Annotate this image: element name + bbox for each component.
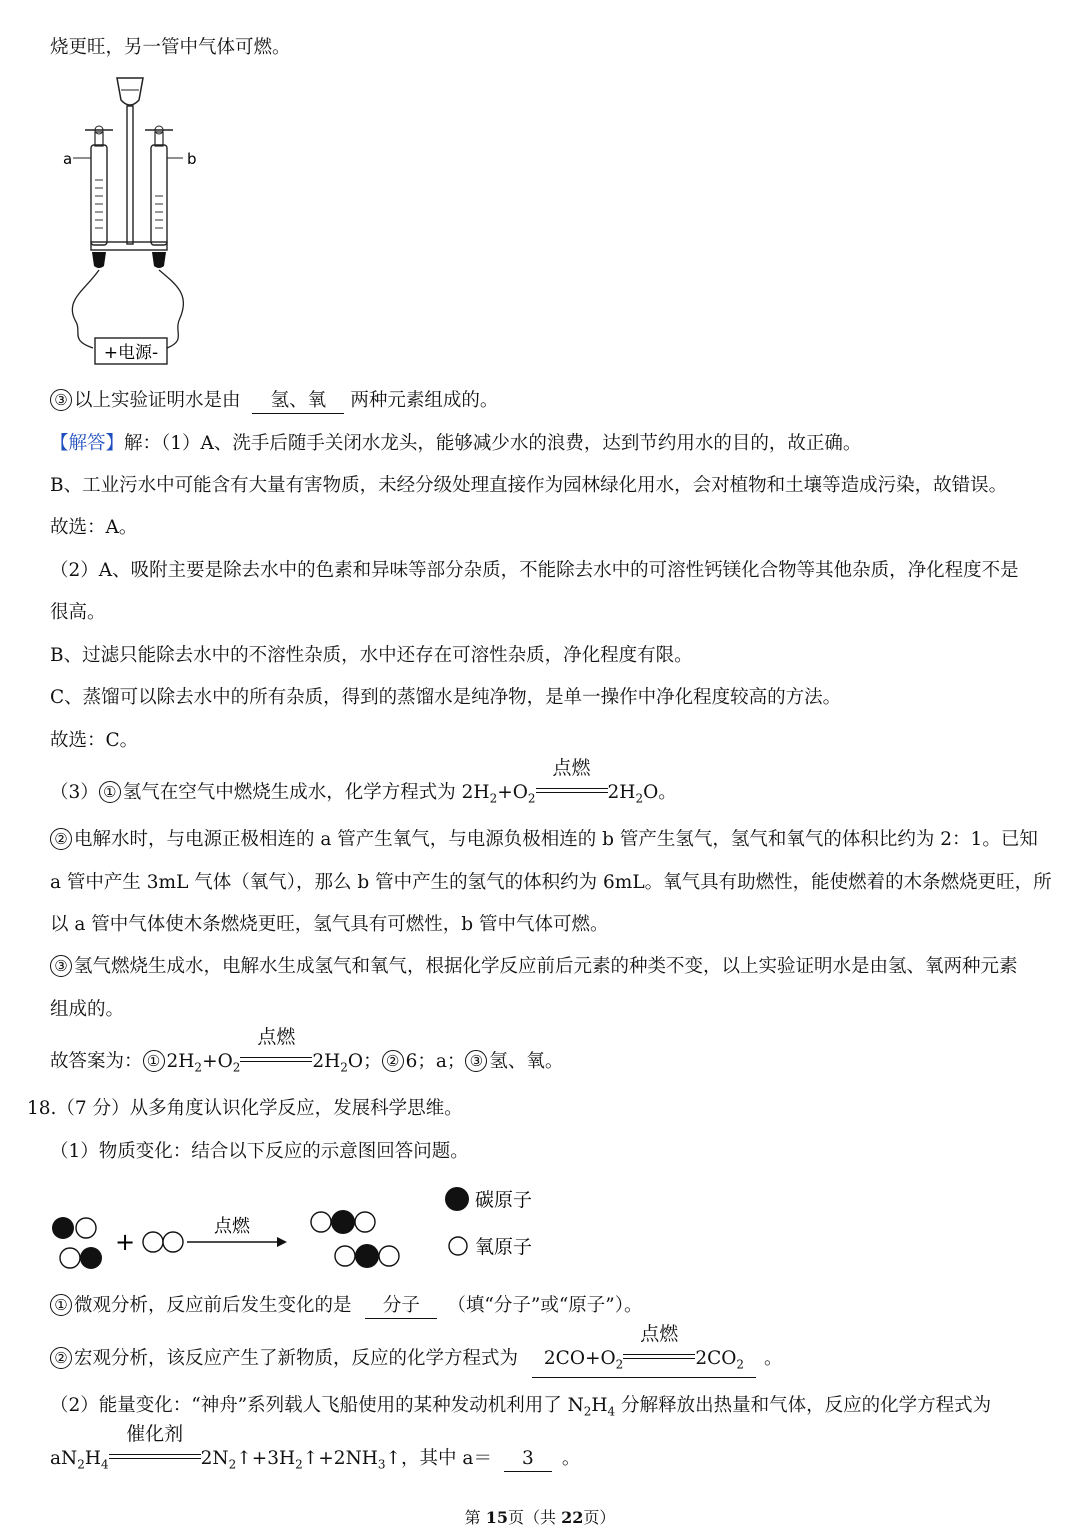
label-a: a bbox=[63, 150, 73, 168]
legend-oxygen: 氧原子 bbox=[475, 1236, 533, 1258]
q3-3-line: ③ 以上实验证明水是由 氢、氧 两种元素组成的。 bbox=[50, 389, 498, 414]
analysis-line-13: ③ 氢气燃烧生成水，电解水生成氢气和氧气，根据化学反应前后元素的种类不变，以上实验证明水是由氢、氧两种元素 bbox=[50, 955, 1018, 979]
analysis-tag: 【解答】 bbox=[50, 433, 125, 454]
label-b: b bbox=[187, 150, 197, 168]
analysis-line-6: B、过滤只能除去水中的不溶性杂质，水中还存在可溶性杂质，净化程度有限。 bbox=[50, 645, 693, 666]
catalyst-condition: 催化剂 bbox=[109, 1444, 201, 1466]
analysis-line-8: 故选：C。 bbox=[50, 730, 139, 751]
analysis-line-7: C、蒸馏可以除去水中的所有杂质，得到的蒸馏水是纯净物，是单一操作中净化程度较高的方法。 bbox=[50, 687, 842, 708]
analysis-line-14: 组成的。 bbox=[50, 999, 125, 1020]
analysis-line-5: 很高。 bbox=[50, 602, 106, 623]
plus-sign: + bbox=[115, 1228, 136, 1256]
ignite-condition: 点燃 bbox=[623, 1344, 695, 1366]
answer-blank: 氢、氧 bbox=[252, 389, 344, 414]
q18-sub1: ① 微观分析，反应前后发生变化的是 分子 （填“分子”或“原子”）。 bbox=[50, 1294, 643, 1319]
arrow-condition: 点燃 bbox=[214, 1216, 250, 1237]
reaction-diagram bbox=[45, 1180, 565, 1280]
analysis-line-1: 【解答】解：（1）A、洗手后随手关闭水龙头，能够减少水的浪费，达到节约用水的目的，故正确。 bbox=[50, 433, 862, 454]
electrolysis-apparatus-figure bbox=[55, 70, 215, 375]
answer-blank: 3 bbox=[504, 1447, 552, 1472]
analysis-line-2: B、工业污水中可能含有大量有害物质，未经分级处理直接作为园林绿化用水，会对植物和土壤等造成污染，故错误。 bbox=[50, 475, 1008, 496]
analysis-line-10: ② 电解水时，与电源正极相连的 a 管产生氧气，与电源负极相连的 b 管产生氢气，氢气和氧气的体积比约为 2：1。已知 bbox=[50, 828, 1038, 852]
ignite-condition: 点燃 bbox=[536, 778, 608, 800]
analysis-line-12: 以 a 管中气体使木条燃烧更旺，氢气具有可燃性，b 管中气体可燃。 bbox=[50, 914, 609, 935]
continued-text: 烧更旺，另一管中气体可燃。 bbox=[50, 37, 291, 58]
analysis-line-3: 故选：A。 bbox=[50, 517, 138, 538]
page-footer: 第 15页（共 22页） bbox=[464, 1508, 616, 1527]
answer-summary: 故答案为： ① $2H_2+O_2$ 点燃 $2H_2O$； ② 6；a； ③ 氢、氧。 bbox=[50, 1026, 564, 1075]
answer-equation-blank: $2CO+O_2$ 点燃 $2CO_2$ bbox=[532, 1344, 756, 1378]
q18-part2-equation: $aN_2H_4$ 催化剂 $2N_2↑+3H_2↑+2NH_3↑$，其中 a＝ 3 。 bbox=[50, 1423, 581, 1472]
answer-blank: 分子 bbox=[365, 1294, 437, 1319]
legend-carbon: 碳原子 bbox=[475, 1189, 533, 1211]
power-label: +电源- bbox=[103, 343, 159, 363]
question-18-title: 18.（7 分）从多角度认识化学反应，发展科学思维。 bbox=[27, 1098, 463, 1119]
analysis-line-11: a 管中产生 3mL 气体（氧气），那么 b 管中产生的氢气的体积约为 6mL。氧气具有助燃性，能使燃着的木条燃烧更旺，所 bbox=[50, 872, 1052, 893]
analysis-line-9: （3） ① 氢气在空气中燃烧生成水，化学方程式为 $2H_2+O_2$ 点燃 $2H_2O$。 bbox=[50, 757, 677, 806]
q18-part1: （1）物质变化：结合以下反应的示意图回答问题。 bbox=[50, 1141, 469, 1162]
analysis-line-4: （2）A、吸附主要是除去水中的色素和异味等部分杂质，不能除去水中的可溶性钙镁化合物等其他杂质，净化程度不是 bbox=[50, 560, 1019, 581]
q18-sub2: ② 宏观分析，该反应产生了新物质，反应的化学方程式为 $2CO+O_2$ 点燃 $2CO_2$ 。 bbox=[50, 1344, 783, 1378]
q18-part2: （2）能量变化：“神舟”系列载人飞船使用的某种发动机利用了 $N_2H_4$ 分解释放出热量和气体，反应的化学方程式为 bbox=[50, 1395, 992, 1419]
ignite-condition: 点燃 bbox=[240, 1047, 312, 1069]
